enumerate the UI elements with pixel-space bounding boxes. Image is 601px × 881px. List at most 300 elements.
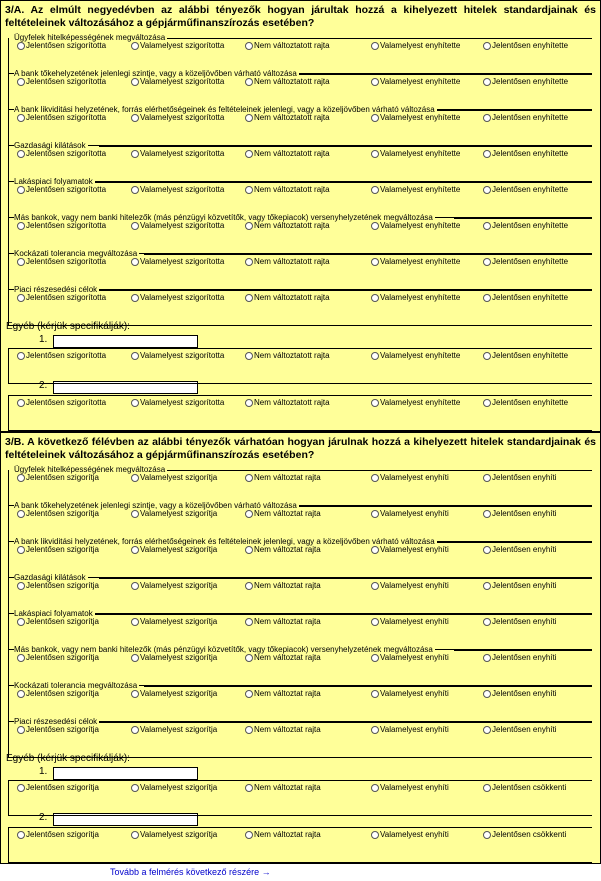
b-factor-4-option-1[interactable] <box>17 581 99 591</box>
b-factor-8-option-4[interactable] <box>371 725 449 735</box>
radio-button[interactable] <box>483 150 491 158</box>
b-factor-3-option-1[interactable] <box>17 545 99 555</box>
a-factor-2-option-4[interactable] <box>371 77 460 87</box>
radio-button[interactable] <box>483 618 491 626</box>
a-factor-6-option-4[interactable] <box>371 221 460 231</box>
radio-button[interactable] <box>245 690 253 698</box>
radio-button[interactable] <box>371 114 379 122</box>
option-label: Valamelyest enyhíti <box>380 653 449 662</box>
b-other-1-option-2[interactable] <box>131 783 217 793</box>
radio-button[interactable] <box>17 582 25 590</box>
a-factor-6-option-2[interactable] <box>131 221 224 231</box>
radio-button[interactable] <box>131 186 139 194</box>
group-border-line <box>9 348 592 349</box>
radio-button[interactable] <box>371 474 379 482</box>
radio-button[interactable] <box>131 510 139 518</box>
radio-button[interactable] <box>245 510 253 518</box>
radio-button[interactable] <box>483 352 491 360</box>
option-label: Jelentősen enyhítette <box>492 113 569 122</box>
a-factor-4-label: Gazdasági kilátások <box>14 141 86 150</box>
radio-button[interactable] <box>131 726 139 734</box>
option-label: Valamelyest szigorította <box>140 351 225 360</box>
a-other-2-group <box>8 395 592 431</box>
group-border-line <box>99 578 592 579</box>
a-factor-1-option-2[interactable] <box>131 41 224 51</box>
radio-button[interactable] <box>483 222 491 230</box>
option-label: Valamelyest enyhíti <box>380 830 449 839</box>
a-factor-2-option-3[interactable] <box>245 77 330 87</box>
radio-button[interactable] <box>483 186 491 194</box>
radio-button[interactable] <box>371 150 379 158</box>
radio-button[interactable] <box>483 546 491 554</box>
option-label: Nem változtat rajta <box>254 725 321 734</box>
section-3b <box>0 432 601 864</box>
a-factor-3-option-2[interactable] <box>131 113 224 123</box>
b-factor-3-option-2[interactable] <box>131 545 217 555</box>
radio-button[interactable] <box>131 546 139 554</box>
radio-button[interactable] <box>131 42 139 50</box>
option-label: Nem változtat rajta <box>254 653 321 662</box>
radio-button[interactable] <box>245 42 253 50</box>
a-factor-7-option-1[interactable] <box>17 257 106 267</box>
option-label: Jelentősen enyhítette <box>492 185 569 194</box>
b-factor-6-option-2[interactable] <box>131 653 217 663</box>
option-label: Valamelyest szigorítja <box>140 725 218 734</box>
radio-button[interactable] <box>483 474 491 482</box>
a-factor-2-option-2[interactable] <box>131 77 224 87</box>
a-other-1-option-3[interactable] <box>245 351 330 361</box>
option-label: Valamelyest enyhíti <box>380 473 449 482</box>
radio-button[interactable] <box>17 222 25 230</box>
a-factor-5-option-5[interactable] <box>483 185 568 195</box>
radio-button[interactable] <box>131 831 139 839</box>
radio-button[interactable] <box>17 114 25 122</box>
b-factor-7-option-2[interactable] <box>131 689 217 699</box>
option-label: Valamelyest szigorította <box>140 41 225 50</box>
option-label: Valamelyest enyhíti <box>380 509 449 518</box>
option-label: Nem változtatott rajta <box>254 77 330 86</box>
b-factor-8-label: Piaci részesedési célok <box>14 717 98 726</box>
a-factor-3-option-4[interactable] <box>371 113 460 123</box>
b-factor-2-option-1[interactable] <box>17 509 99 519</box>
b-other-input-1[interactable] <box>53 767 198 780</box>
radio-button[interactable] <box>483 510 491 518</box>
a-factor-7-option-5[interactable] <box>483 257 568 267</box>
b-factor-5-option-3[interactable] <box>245 617 321 627</box>
option-label: Valamelyest szigorítja <box>140 545 218 554</box>
a-factor-6-option-5[interactable] <box>483 221 568 231</box>
radio-button[interactable] <box>483 258 491 266</box>
b-other-1-option-5[interactable] <box>483 783 566 793</box>
option-label: Valamelyest enyhíti <box>380 689 449 698</box>
a-factor-4-option-3[interactable] <box>245 149 330 159</box>
radio-button[interactable] <box>483 294 491 302</box>
option-label: Jelentősen enyhítette <box>492 351 569 360</box>
b-factor-1-label: Ügyfelek hitelképességének megváltozása <box>14 465 166 474</box>
radio-button[interactable] <box>483 582 491 590</box>
b-factor-7-label: Kockázati tolerancia megváltozása <box>14 681 138 690</box>
a-other-2-option-3[interactable] <box>245 398 330 408</box>
option-label: Valamelyest szigorítja <box>140 783 218 792</box>
option-label: Valamelyest enyhítette <box>380 41 461 50</box>
radio-button[interactable] <box>245 186 253 194</box>
b-factor-4-option-2[interactable] <box>131 581 217 591</box>
option-label: Jelentősen szigorította <box>26 185 107 194</box>
option-label: Valamelyest enyhítette <box>380 221 461 230</box>
a-other-number-1: 1. <box>39 334 48 345</box>
radio-button[interactable] <box>131 150 139 158</box>
group-border-line <box>89 614 592 615</box>
group-border-line <box>294 506 592 507</box>
option-label: Nem változtatott rajta <box>254 351 330 360</box>
option-label: Jelentősen enyhíti <box>492 581 557 590</box>
group-border-line <box>89 722 592 723</box>
b-factor-8-option-2[interactable] <box>131 725 217 735</box>
b-factor-3-option-5[interactable] <box>483 545 557 555</box>
option-label: Jelentősen szigorítja <box>26 783 99 792</box>
b-factor-4-label: Gazdasági kilátások <box>14 573 86 582</box>
option-label: Jelentősen enyhítette <box>492 77 569 86</box>
radio-button[interactable] <box>371 654 379 662</box>
a-factor-1-option-4[interactable] <box>371 41 460 51</box>
radio-button[interactable] <box>483 114 491 122</box>
a-factor-3-option-5[interactable] <box>483 113 568 123</box>
option-label: Valamelyest szigorította <box>140 113 225 122</box>
a-factor-7-option-4[interactable] <box>371 257 460 267</box>
a-other-2-option-5[interactable] <box>483 398 568 408</box>
radio-button[interactable] <box>371 726 379 734</box>
b-factor-6-option-1[interactable] <box>17 653 99 663</box>
option-label: Jelentősen enyhítette <box>492 41 569 50</box>
group-border-line <box>9 827 592 828</box>
radio-button[interactable] <box>131 222 139 230</box>
radio-button[interactable] <box>131 114 139 122</box>
radio-button[interactable] <box>245 399 253 407</box>
option-label: Nem változtat rajta <box>254 509 321 518</box>
a-factor-1-option-5[interactable] <box>483 41 568 51</box>
b-other-2-option-4[interactable] <box>371 830 449 840</box>
option-label: Jelentősen szigorította <box>26 398 107 407</box>
radio-button[interactable] <box>245 78 253 86</box>
option-label: Valamelyest enyhíti <box>380 545 449 554</box>
radio-button[interactable] <box>245 114 253 122</box>
radio-button[interactable] <box>245 352 253 360</box>
radio-button[interactable] <box>371 399 379 407</box>
a-factor-8-option-2[interactable] <box>131 293 224 303</box>
option-label: Valamelyest enyhíti <box>380 783 449 792</box>
radio-button[interactable] <box>483 690 491 698</box>
b-factor-8-option-3[interactable] <box>245 725 321 735</box>
b-factor-4-option-4[interactable] <box>371 581 449 591</box>
a-factor-4-option-4[interactable] <box>371 149 460 159</box>
group-border-line <box>434 542 592 543</box>
b-other-2-option-3[interactable] <box>245 830 321 840</box>
a-factor-2-label: A bank tőkehelyzetének jelenlegi szintje, vagy a közeljövőben várható változása <box>14 69 297 78</box>
a-other-input-1[interactable] <box>53 335 198 348</box>
option-label: Jelentősen szigorította <box>26 257 107 266</box>
option-label: Jelentősen szigorította <box>26 77 107 86</box>
radio-button[interactable] <box>483 78 491 86</box>
a-other-number-2: 2. <box>39 380 48 391</box>
a-factor-7-option-2[interactable] <box>131 257 224 267</box>
a-factor-5-option-3[interactable] <box>245 185 330 195</box>
a-other-1-option-4[interactable] <box>371 351 460 361</box>
radio-button[interactable] <box>131 399 139 407</box>
radio-button[interactable] <box>17 618 25 626</box>
a-other-2-option-1[interactable] <box>17 398 106 408</box>
b-factor-6-option-3[interactable] <box>245 653 321 663</box>
a-factor-6-option-1[interactable] <box>17 221 106 231</box>
radio-button[interactable] <box>17 78 25 86</box>
b-factor-1-option-5[interactable] <box>483 473 557 483</box>
option-label: Jelentősen szigorítja <box>26 830 99 839</box>
b-factor-4-option-5[interactable] <box>483 581 557 591</box>
option-label: Valamelyest enyhítette <box>380 185 461 194</box>
b-other-label: Egyéb (kérjük specifikálják): <box>6 753 130 764</box>
a-factor-2-option-5[interactable] <box>483 77 568 87</box>
option-label: Jelentősen enyhíti <box>492 725 557 734</box>
b-factor-1-option-4[interactable] <box>371 473 449 483</box>
a-factor-6-option-3[interactable] <box>245 221 330 231</box>
a-other-1-option-2[interactable] <box>131 351 224 361</box>
option-label: Valamelyest enyhítette <box>380 113 461 122</box>
option-label: Nem változtatott rajta <box>254 113 330 122</box>
option-label: Nem változtat rajta <box>254 545 321 554</box>
radio-button[interactable] <box>371 352 379 360</box>
radio-button[interactable] <box>17 831 25 839</box>
option-label: Nem változtatott rajta <box>254 257 330 266</box>
radio-button[interactable] <box>483 831 491 839</box>
radio-button[interactable] <box>17 784 25 792</box>
radio-button[interactable] <box>371 690 379 698</box>
radio-button[interactable] <box>17 352 25 360</box>
group-border-line <box>9 780 592 781</box>
radio-button[interactable] <box>483 784 491 792</box>
option-label: Valamelyest enyhíti <box>380 581 449 590</box>
radio-button[interactable] <box>131 654 139 662</box>
a-factor-5-option-1[interactable] <box>17 185 106 195</box>
radio-button[interactable] <box>17 654 25 662</box>
option-label: Valamelyest enyhíti <box>380 725 449 734</box>
radio-button[interactable] <box>245 784 253 792</box>
b-other-1-option-3[interactable] <box>245 783 321 793</box>
b-factor-3-label: A bank likviditási helyzetének, forrás elérhetőségeinek és feltételeinek jelenlegi, vagy a közeljövőben várható változása <box>14 537 435 546</box>
radio-button[interactable] <box>371 831 379 839</box>
a-factor-8-label: Piaci részesedési célok <box>14 285 98 294</box>
option-label: Valamelyest szigorítja <box>140 509 218 518</box>
option-label: Jelentősen szigorítja <box>26 725 99 734</box>
radio-button[interactable] <box>371 618 379 626</box>
option-label: Jelentősen szigorította <box>26 351 107 360</box>
a-other-2-option-4[interactable] <box>371 398 460 408</box>
b-factor-5-option-2[interactable] <box>131 617 217 627</box>
radio-button[interactable] <box>245 654 253 662</box>
a-factor-8-option-1[interactable] <box>17 293 106 303</box>
radio-button[interactable] <box>371 784 379 792</box>
a-factor-2-option-1[interactable] <box>17 77 106 87</box>
a-factor-4-option-2[interactable] <box>131 149 224 159</box>
b-factor-6-option-4[interactable] <box>371 653 449 663</box>
b-other-1-option-1[interactable] <box>17 783 99 793</box>
section-3a <box>0 0 601 432</box>
b-factor-7-option-4[interactable] <box>371 689 449 699</box>
option-label: Jelentősen enyhítette <box>492 293 569 302</box>
a-other-2-option-2[interactable] <box>131 398 224 408</box>
radio-button[interactable] <box>371 42 379 50</box>
a-factor-5-option-2[interactable] <box>131 185 224 195</box>
option-label: Jelentősen szigorítja <box>26 617 99 626</box>
radio-button[interactable] <box>131 294 139 302</box>
radio-button[interactable] <box>245 258 253 266</box>
group-border-line <box>89 290 592 291</box>
b-factor-5-option-4[interactable] <box>371 617 449 627</box>
a-other-1-option-1[interactable] <box>17 351 106 361</box>
radio-button[interactable] <box>245 546 253 554</box>
radio-button[interactable] <box>371 222 379 230</box>
radio-button[interactable] <box>245 831 253 839</box>
group-border-line <box>294 74 592 75</box>
b-factor-2-option-5[interactable] <box>483 509 557 519</box>
a-factor-8-option-4[interactable] <box>371 293 460 303</box>
radio-button[interactable] <box>131 784 139 792</box>
a-factor-3-option-1[interactable] <box>17 113 106 123</box>
b-other-number-2: 2. <box>39 812 48 823</box>
radio-button[interactable] <box>245 150 253 158</box>
radio-button[interactable] <box>245 726 253 734</box>
a-factor-7-option-3[interactable] <box>245 257 330 267</box>
radio-button[interactable] <box>131 78 139 86</box>
group-border-line <box>434 110 592 111</box>
a-factor-8-option-5[interactable] <box>483 293 568 303</box>
radio-button[interactable] <box>17 510 25 518</box>
option-label: Valamelyest szigorította <box>140 77 225 86</box>
b-factor-2-option-4[interactable] <box>371 509 449 519</box>
radio-button[interactable] <box>483 399 491 407</box>
b-other-2-option-5[interactable] <box>483 830 566 840</box>
a-factor-6-label: Más bankok, vagy nem banki hitelezők (más pénzügyi közvetítők, vagy tőkepiacok) versenyhelyzetének megváltozása <box>14 213 433 222</box>
radio-button[interactable] <box>371 186 379 194</box>
a-factor-3-option-3[interactable] <box>245 113 330 123</box>
b-factor-3-group <box>8 537 592 578</box>
radio-button[interactable] <box>371 546 379 554</box>
b-other-2-group <box>8 827 592 863</box>
radio-button[interactable] <box>131 352 139 360</box>
radio-button[interactable] <box>245 294 253 302</box>
option-label: Jelentősen szigorította <box>26 113 107 122</box>
b-factor-7-option-5[interactable] <box>483 689 557 699</box>
radio-button[interactable] <box>483 654 491 662</box>
radio-button[interactable] <box>371 582 379 590</box>
a-factor-8-option-3[interactable] <box>245 293 330 303</box>
b-factor-4-option-3[interactable] <box>245 581 321 591</box>
option-label: Nem változtatott rajta <box>254 221 330 230</box>
option-label: Jelentősen szigorította <box>26 221 107 230</box>
a-factor-5-option-4[interactable] <box>371 185 460 195</box>
a-factor-1-option-3[interactable] <box>245 41 330 51</box>
option-label: Valamelyest enyhítette <box>380 351 461 360</box>
radio-button[interactable] <box>245 618 253 626</box>
b-factor-8-option-1[interactable] <box>17 725 99 735</box>
radio-button[interactable] <box>17 399 25 407</box>
option-label: Valamelyest enyhítette <box>380 398 461 407</box>
b-factor-2-option-2[interactable] <box>131 509 217 519</box>
b-other-2-option-1[interactable] <box>17 830 99 840</box>
b-other-2-option-2[interactable] <box>131 830 217 840</box>
radio-button[interactable] <box>131 582 139 590</box>
radio-button[interactable] <box>17 726 25 734</box>
option-label: Nem változtatott rajta <box>254 293 330 302</box>
radio-button[interactable] <box>17 474 25 482</box>
next-page-link[interactable]: Tovább a felmérés következő részére → <box>110 867 271 877</box>
radio-button[interactable] <box>371 510 379 518</box>
group-border-line <box>454 218 592 219</box>
radio-button[interactable] <box>131 474 139 482</box>
radio-button[interactable] <box>483 726 491 734</box>
b-factor-2-option-3[interactable] <box>245 509 321 519</box>
radio-button[interactable] <box>245 582 253 590</box>
radio-button[interactable] <box>131 690 139 698</box>
radio-button[interactable] <box>131 258 139 266</box>
b-factor-1-option-2[interactable] <box>131 473 217 483</box>
a-factor-5-label: Lakáspiaci folyamatok <box>14 177 93 186</box>
radio-button[interactable] <box>17 690 25 698</box>
radio-button[interactable] <box>17 42 25 50</box>
radio-button[interactable] <box>371 294 379 302</box>
b-factor-5-option-1[interactable] <box>17 617 99 627</box>
b-factor-7-option-3[interactable] <box>245 689 321 699</box>
a-factor-4-option-5[interactable] <box>483 149 568 159</box>
b-factor-6-option-5[interactable] <box>483 653 557 663</box>
b-other-1-option-4[interactable] <box>371 783 449 793</box>
a-other-1-option-5[interactable] <box>483 351 568 361</box>
b-factor-4-group <box>8 573 592 614</box>
group-border-line <box>144 686 592 687</box>
a-factor-3-group <box>8 105 592 146</box>
a-factor-4-option-1[interactable] <box>17 149 106 159</box>
radio-button[interactable] <box>17 294 25 302</box>
b-factor-1-option-3[interactable] <box>245 473 321 483</box>
radio-button[interactable] <box>371 78 379 86</box>
option-label: Valamelyest szigorította <box>140 221 225 230</box>
b-factor-8-option-5[interactable] <box>483 725 557 735</box>
option-label: Jelentősen szigorítja <box>26 653 99 662</box>
radio-button[interactable] <box>483 42 491 50</box>
b-factor-3-option-4[interactable] <box>371 545 449 555</box>
option-label: Valamelyest szigorította <box>140 398 225 407</box>
a-factor-1-option-1[interactable] <box>17 41 106 51</box>
radio-button[interactable] <box>17 186 25 194</box>
option-label: Jelentősen enyhíti <box>492 617 557 626</box>
a-other-label: Egyéb (kérjük specifikálják): <box>6 321 130 332</box>
b-factor-3-option-3[interactable] <box>245 545 321 555</box>
radio-button[interactable] <box>17 258 25 266</box>
radio-button[interactable] <box>371 258 379 266</box>
radio-button[interactable] <box>17 150 25 158</box>
b-factor-1-option-1[interactable] <box>17 473 99 483</box>
radio-button[interactable] <box>245 222 253 230</box>
b-factor-6-label: Más bankok, vagy nem banki hitelezők (más pénzügyi közvetítők, vagy tőkepiacok) versenyhelyzetének megváltozása <box>14 645 433 654</box>
radio-button[interactable] <box>245 474 253 482</box>
radio-button[interactable] <box>17 546 25 554</box>
option-label: Jelentősen enyhíti <box>492 689 557 698</box>
option-label: Jelentősen szigorítja <box>26 473 99 482</box>
option-label: Valamelyest enyhítette <box>380 257 461 266</box>
b-other-number-1: 1. <box>39 766 48 777</box>
b-factor-7-option-1[interactable] <box>17 689 99 699</box>
b-factor-5-option-5[interactable] <box>483 617 557 627</box>
group-border-line <box>89 182 592 183</box>
radio-button[interactable] <box>131 618 139 626</box>
